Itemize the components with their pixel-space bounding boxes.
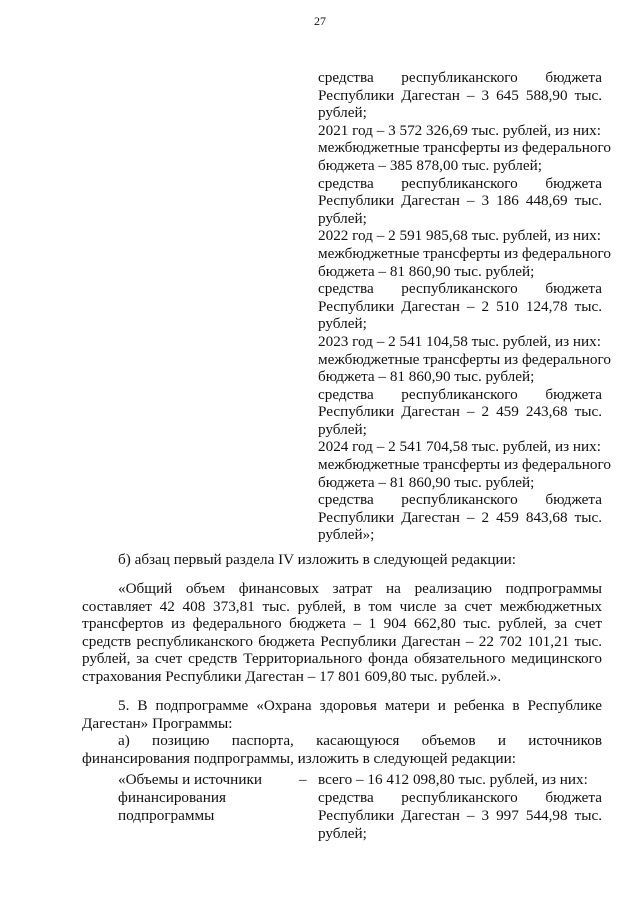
funding-line: Республики Дагестан – 3 645 588,90 тыс.	[318, 86, 602, 104]
passport-row-dash: –	[299, 771, 307, 788]
funding-line: 2022 год – 2 591 985,68 тыс. рублей, из них:	[318, 227, 601, 245]
quote-line: средств республиканского бюджета Республики Дагестан – 22 702 101,21 тыс.	[82, 632, 602, 650]
funding-line: рублей;	[318, 209, 367, 227]
quote-line: трансфертов из федерального бюджета – 1 904 662,80 тыс. рублей, за счет	[82, 615, 602, 633]
section-5-line: Дагестан» Программы:	[82, 714, 233, 732]
page-number: 27	[314, 14, 326, 28]
funding-line: средства республиканского бюджета	[318, 385, 602, 403]
funding-line: средства республиканского бюджета	[318, 174, 602, 192]
funding-line: 2024 год – 2 541 704,58 тыс. рублей, из них:	[318, 438, 601, 456]
funding-line: Республики Дагестан – 2 510 124,78 тыс.	[318, 297, 602, 315]
funding-line: рублей;	[318, 315, 367, 333]
funding-line: средства республиканского бюджета	[318, 280, 602, 298]
section-5	[82, 697, 602, 767]
funding-line: бюджета – 81 860,90 тыс. рублей;	[318, 262, 535, 280]
funding-line: бюджета – 81 860,90 тыс. рублей;	[318, 368, 535, 386]
label-line: подпрограммы	[118, 807, 215, 824]
label-line: финансирования	[118, 789, 226, 806]
funding-line: Республики Дагестан – 2 459 243,68 тыс.	[318, 403, 602, 421]
passport-row-value	[318, 771, 602, 843]
quote-line: «Общий объем финансовых затрат на реализацию подпрограммы	[118, 580, 602, 597]
funding-line: Республики Дагестан – 3 186 448,69 тыс.	[318, 192, 602, 210]
funding-line: средства республиканского бюджета	[318, 491, 602, 509]
value-line: средства республиканского бюджета	[318, 789, 602, 806]
quote-line: рублей, за счет средств Территориального фонда обязательного медицинского	[82, 650, 602, 668]
passport-row-label	[118, 771, 288, 825]
section-5-line: 5. В подпрограмме «Охрана здоровья матери и ребенка в Республике	[118, 697, 602, 714]
funding-line: межбюджетные трансферты из федерального	[318, 139, 611, 157]
funding-line: бюджета – 385 878,00 тыс. рублей;	[318, 156, 542, 174]
value-line: всего – 16 412 098,80 тыс. рублей, из них:	[318, 771, 588, 788]
funding-line: 2021 год – 3 572 326,69 тыс. рублей, из них:	[318, 121, 601, 139]
section-5-line: финансирования подпрограммы, изложить в следующей редакции:	[82, 749, 517, 767]
funding-line: 2023 год – 2 541 104,58 тыс. рублей, из них:	[318, 332, 601, 350]
funding-line: бюджета – 81 860,90 тыс. рублей;	[318, 473, 535, 491]
section-5-line: а) позицию паспорта, касающуюся объемов и источников	[118, 732, 602, 750]
funding-line: средства республиканского бюджета	[318, 69, 602, 86]
funding-line: межбюджетные трансферты из федерального	[318, 244, 611, 262]
section-b-heading-block	[82, 551, 602, 569]
label-line: «Объемы и источники	[118, 771, 262, 788]
funding-line: рублей;	[318, 104, 367, 122]
section-b-heading: б) абзац первый раздела IV изложить в следующей редакции:	[118, 551, 517, 568]
value-line: рублей;	[318, 825, 367, 842]
funding-line: межбюджетные трансферты из федерального	[318, 350, 611, 368]
value-line: Республики Дагестан – 3 997 544,98 тыс.	[318, 807, 602, 824]
funding-line: Республики Дагестан – 2 459 843,68 тыс.	[318, 508, 602, 526]
quote-line: составляет 42 408 373,81 тыс. рублей, в том числе за счет межбюджетных	[82, 597, 602, 615]
quote-line: страхования Республики Дагестан – 17 801 609,80 тыс. рублей.».	[82, 667, 502, 685]
section-b-quote	[82, 580, 602, 686]
funding-line: рублей;	[318, 420, 367, 438]
funding-breakdown-column	[318, 69, 611, 544]
funding-line: рублей»;	[318, 526, 375, 544]
funding-line: межбюджетные трансферты из федерального	[318, 456, 611, 474]
